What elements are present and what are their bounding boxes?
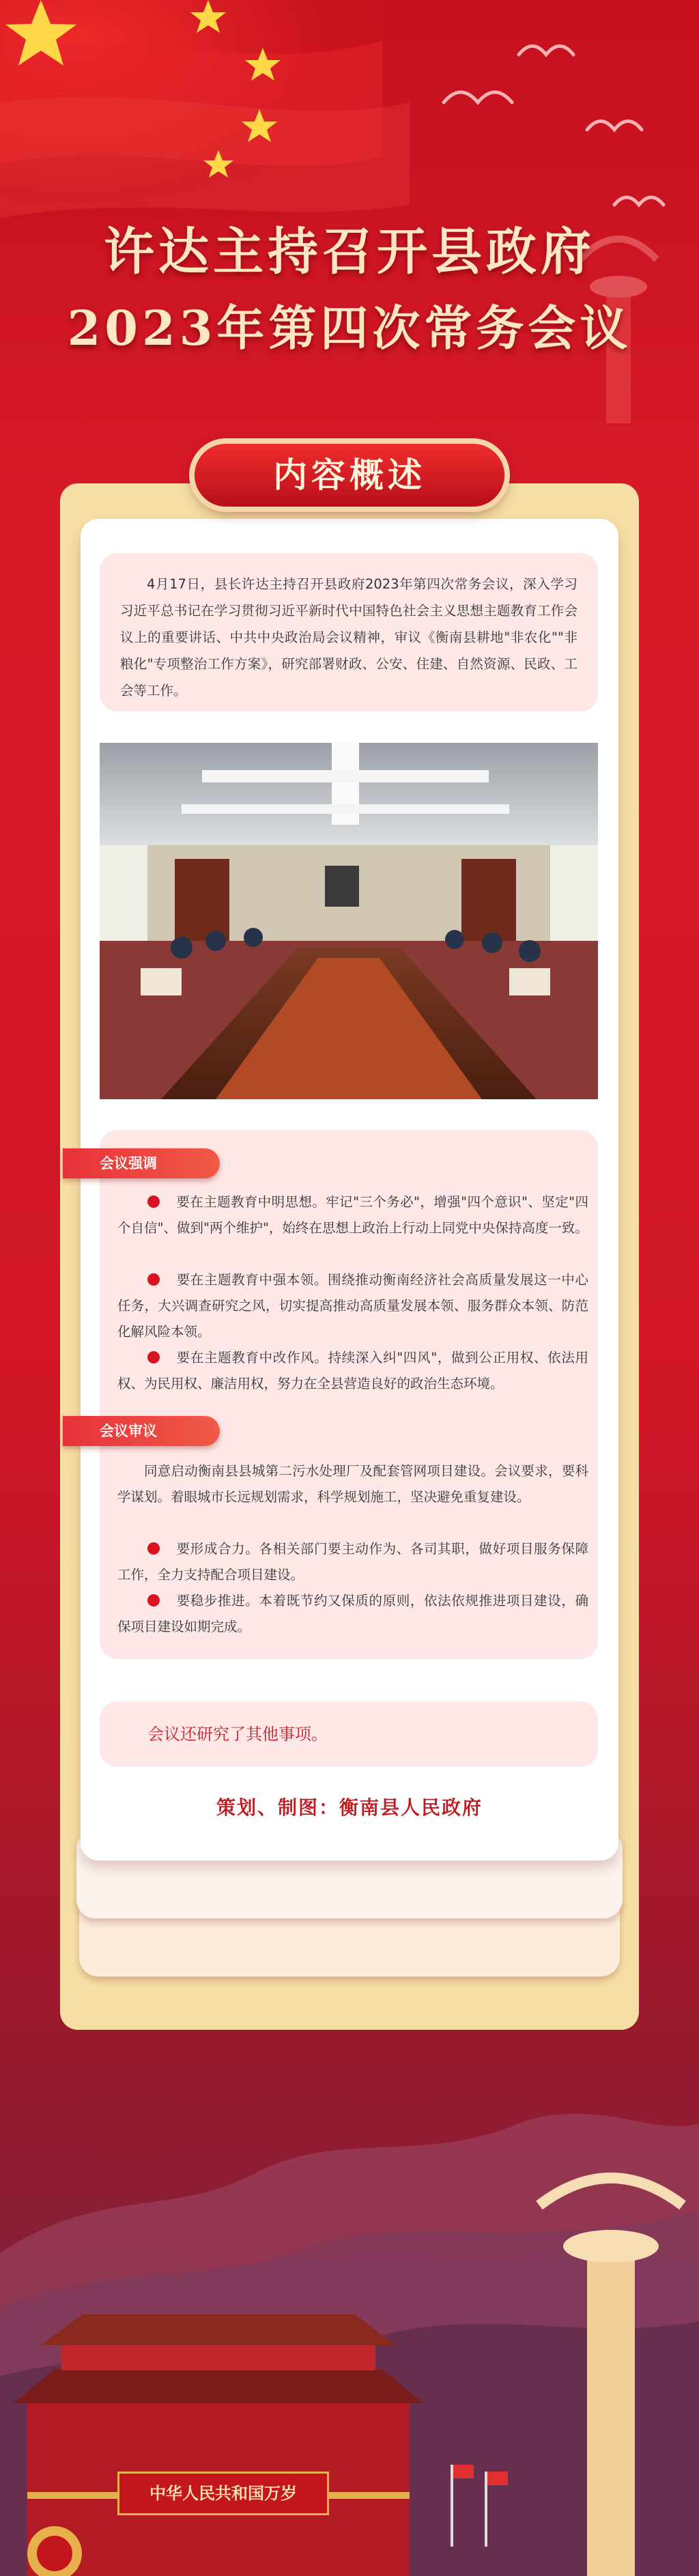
- bullet-icon: [147, 1542, 160, 1555]
- gate-plaque: 中华人民共和国万岁: [117, 2472, 329, 2515]
- bullet-icon: [147, 1594, 160, 1607]
- section-title: 内容概述: [195, 444, 504, 507]
- review-lead: 同意启动衡南县县城第二污水处理厂及配套管网项目建设。会议要求，要科学谋划。着眼城市长远规划需求，科学规划施工，坚决避免重复建设。: [117, 1463, 588, 1505]
- emphasis-item: 要在主题教育中强本领。围绕推动衡南经济社会高质量发展这一中心任务，大兴调查研究之风，切实提高推动高质量发展本领、服务群众本领、防范化解风险本领。: [117, 1272, 588, 1340]
- intro-text: 4月17日，县长许达主持召开县政府2023年第四次常务会议，深入学习习近平总书记在学习贯彻习近平新时代中国特色社会主义思想主题教育工作会议上的重要讲话、中共中央政治局会议精神，审议《衡南县耕地"非农化""非粮化"专项整治工作方案》，研究部署财政、公安、住建、自然资源、民政、工会等工作。: [120, 576, 577, 698]
- title-line-1: 许达主持召开县政府: [104, 223, 595, 281]
- bullet-icon: [147, 1351, 160, 1363]
- meeting-photo: [100, 743, 598, 1099]
- other-matters-text: 会议还研究了其他事项。: [147, 1725, 328, 1744]
- bullet-icon: [147, 1195, 160, 1208]
- other-matters-box: [100, 1701, 598, 1767]
- tag-emphasis: 会议强调: [63, 1148, 220, 1178]
- dove-icon: [444, 46, 664, 206]
- emphasis-item: 要在主题教育中改作风。持续深入纠"四风"，做到公正用权、依法用权、为民用权、廉洁用权，努力在全县营造良好的政治生态环境。: [117, 1350, 588, 1391]
- credit-line: 策划、制图：衡南县人民政府: [216, 1796, 483, 1819]
- title-line-2: 2023年第四次常务会议: [67, 300, 632, 356]
- mountain-scenery: [0, 2082, 699, 2576]
- review-item: 要稳步推进。本着既节约又保质的原则，依法依规推进项目建设，确保项目建设如期完成。: [117, 1593, 588, 1634]
- review-item: 要形成合力。各相关部门要主动作为、各司其职，做好项目服务保障工作，全力支持配合项目建设。: [117, 1541, 588, 1583]
- bullet-icon: [147, 1273, 160, 1286]
- emphasis-item: 要在主题教育中明思想。牢记"三个务必"，增强"四个意识"、坚定"四个自信"、做到"两个维护"，始终在思想上政治上行动上同党中央保持高度一致。: [117, 1194, 588, 1236]
- tag-review: 会议审议: [63, 1416, 220, 1446]
- intro-box: [100, 553, 598, 711]
